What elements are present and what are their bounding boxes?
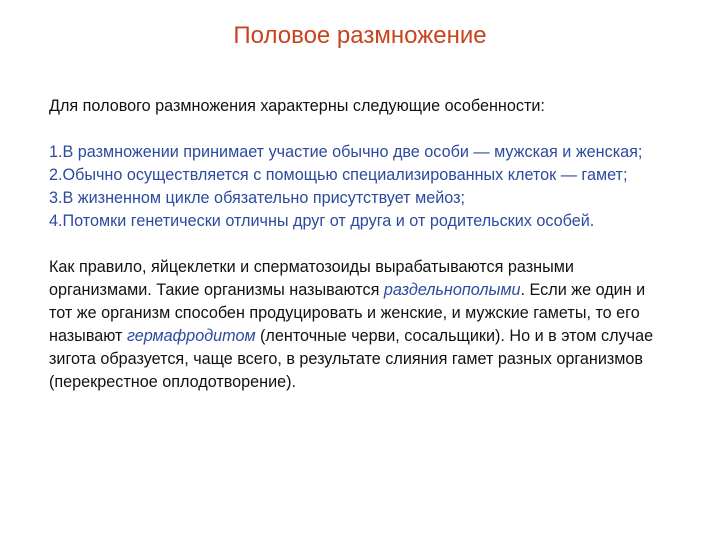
feature-item: 3.В жизненном цикле обязательно присутствует мейоз; [49,189,466,207]
feature-item: 1.В размножении принимает участие обычно две особи — мужская и женская; [49,143,643,161]
slide-title: Половое размножение [233,22,487,49]
paragraph-text: Как правило, яйцеклетки и сперматозоиды вырабатываются разными организмами. Такие организмы называются [49,258,574,299]
term-dioecious: раздельнополыми [383,281,521,299]
explanation-paragraph [49,256,669,394]
intro-text: Для полового размножения характерны следующие особенности: [49,97,545,115]
feature-item: 4.Потомки генетически отличны друг от друга и от родительских особей. [49,212,595,230]
paragraph-text: . Если же один и тот же организм способен продуцировать и женские, и мужские гаметы, то его называют [49,281,646,345]
paragraph-text: (ленточные черви, сосальщики). Но и в этом случае зигота образуется, чаще всего, в результате слияния гамет разных организмов (перекрестное оплодотворение). [49,327,654,391]
features-list [49,141,669,233]
slide-content [49,95,669,394]
feature-item: 2.Обычно осуществляется с помощью специализированных клеток — гамет; [49,166,628,184]
term-hermaphrodite: гермафродитом [126,327,256,345]
